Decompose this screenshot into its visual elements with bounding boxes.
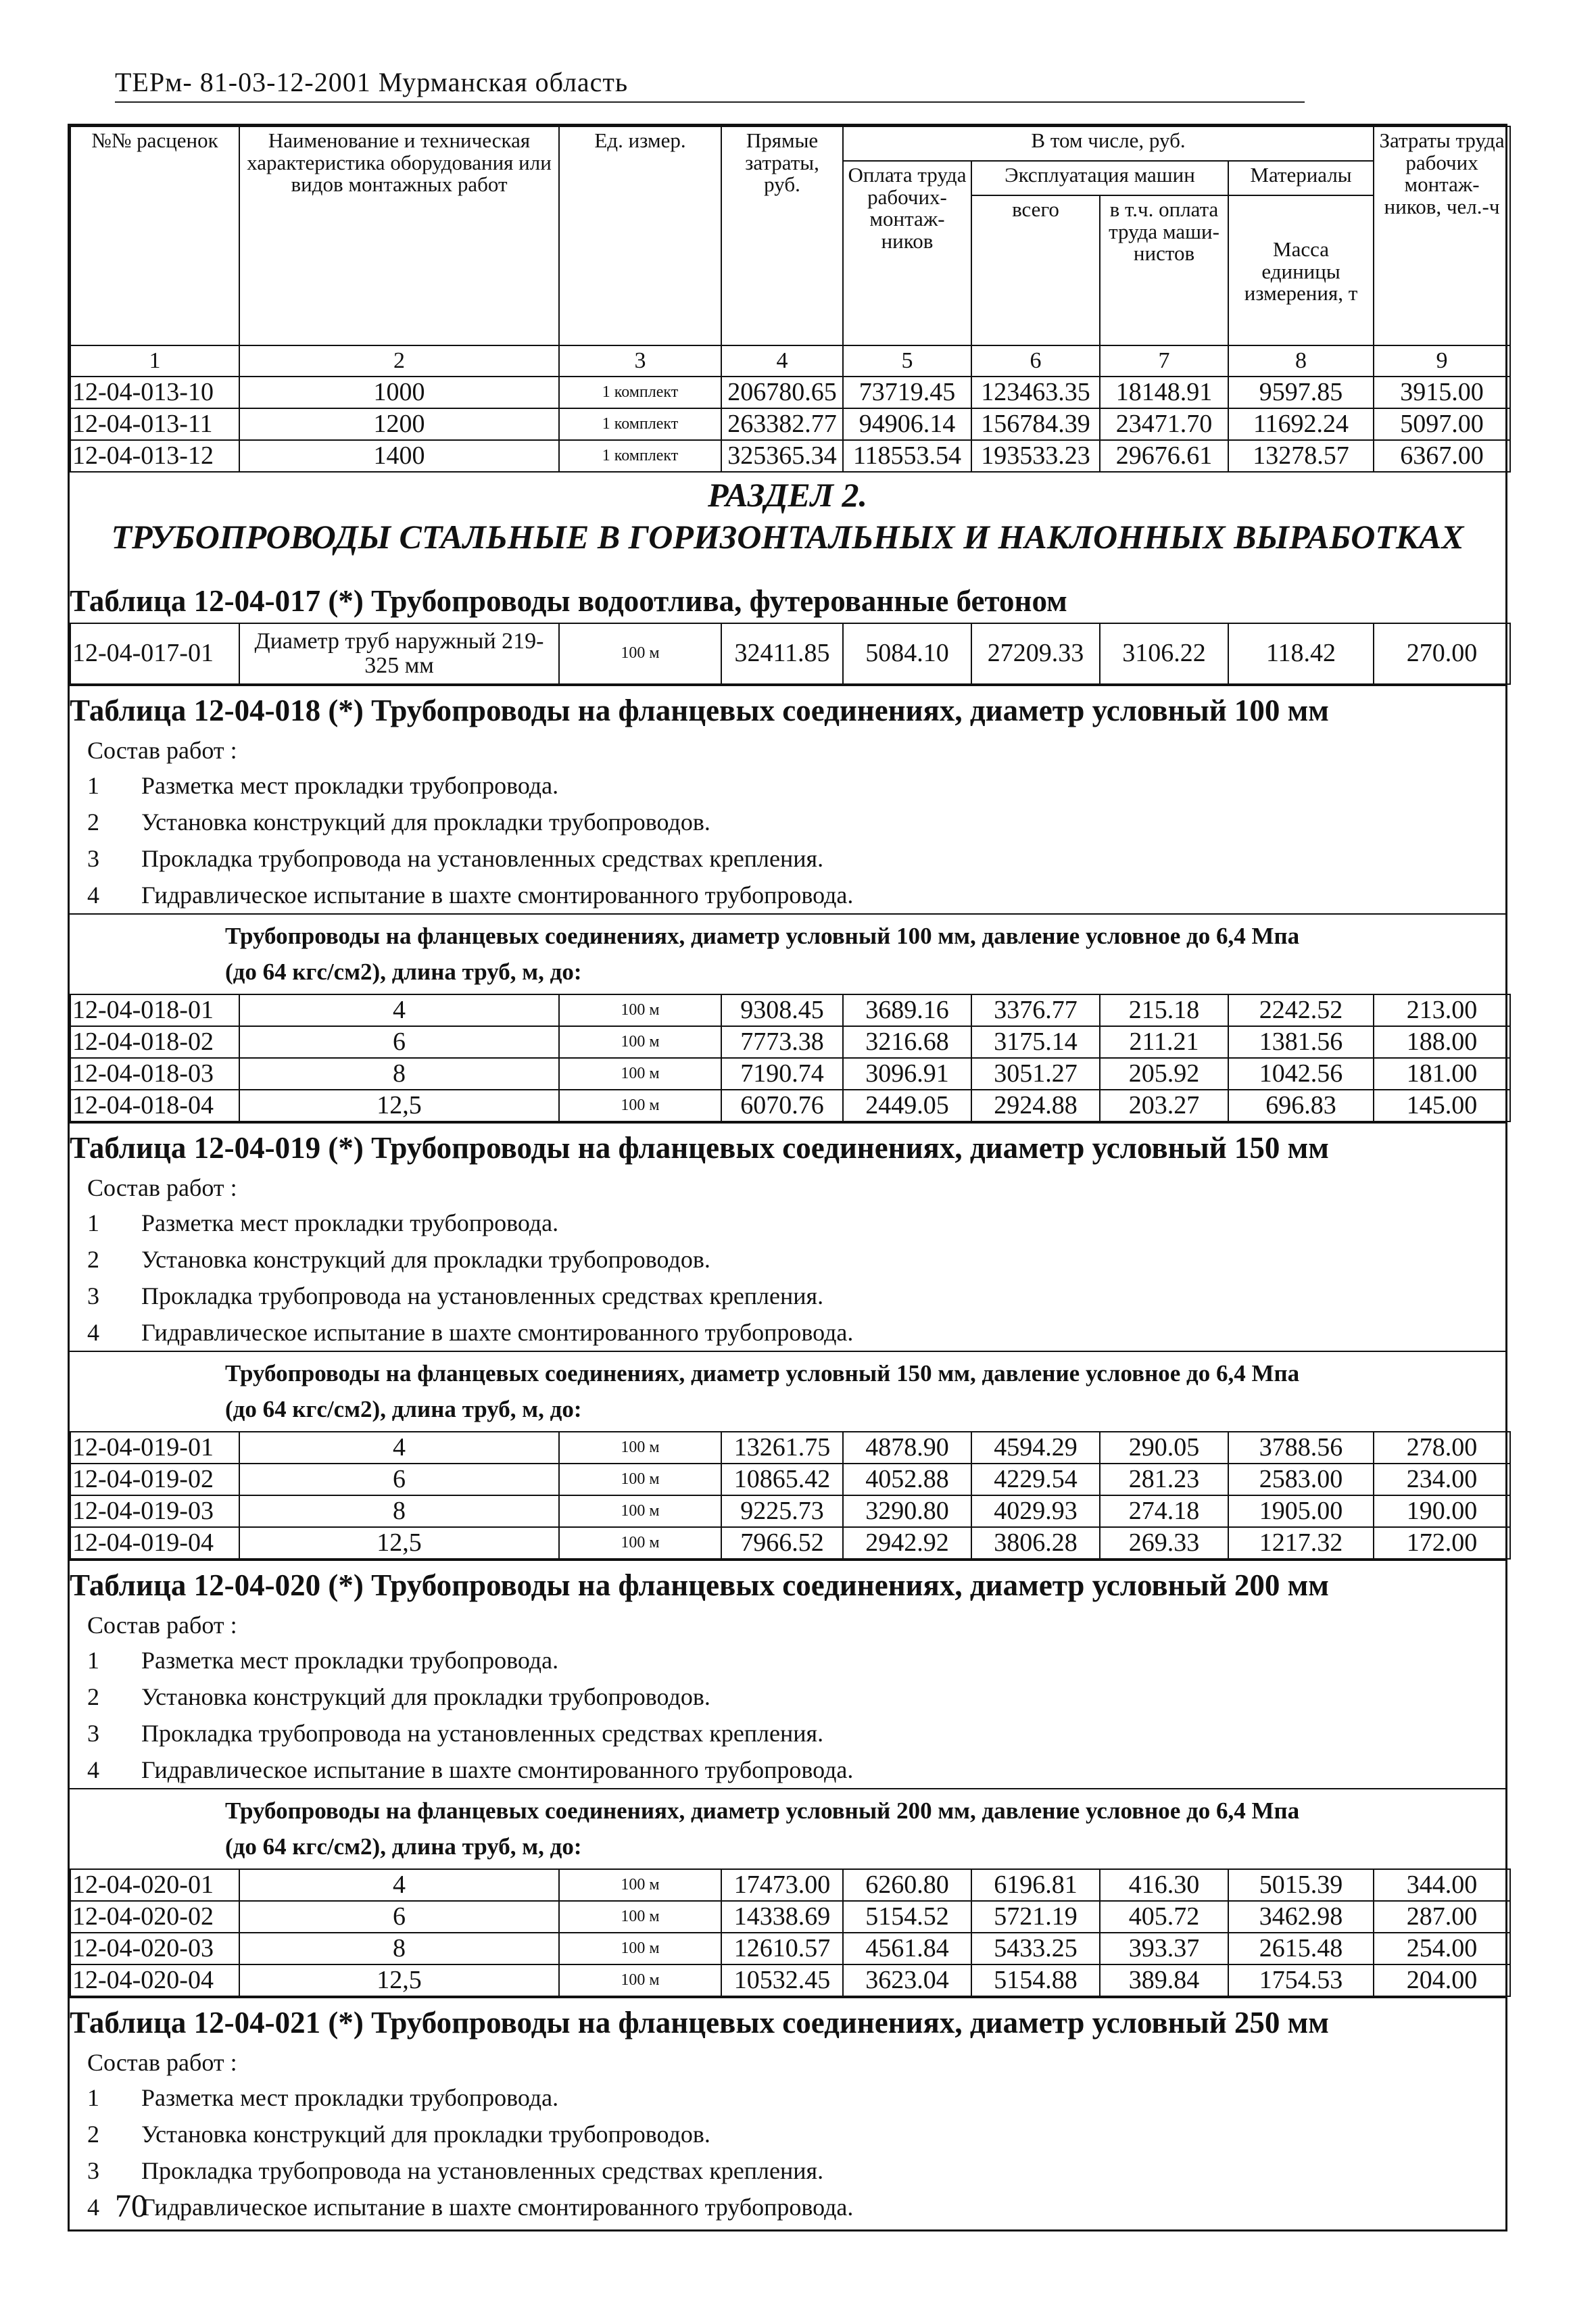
cell-rate-code: 12-04-019-01 [70,1432,239,1464]
works-item-text: Прокладка трубопровода на установленных средствах крепления. [141,1720,824,1747]
works-item-number: 4 [87,1756,99,1783]
table-row [70,1026,1510,1058]
cell-rate-code: 12-04-019-04 [70,1527,239,1559]
cell-item-name: 6 [239,1901,559,1933]
cell-wages: 2449.05 [843,1090,971,1121]
works-item [87,2079,1505,2116]
cell-operators-wages: 205.92 [1100,1058,1228,1090]
table-019-subtitle [70,1351,1505,1431]
works-item [87,877,1505,913]
table-row [70,1495,1510,1527]
cell-labor: 270.00 [1374,623,1510,684]
cell-mass: 1042.56 [1228,1058,1374,1090]
cell-item-name: 8 [239,1058,559,1090]
table-020-subtitle-line1: Трубопроводы на фланцевых соединениях, диаметр условный 200 мм, давление условное до 6,4 Мпа [225,1798,1300,1824]
cell-wages: 5154.52 [843,1901,971,1933]
works-item-text: Установка конструкций для прокладки трубопроводов. [141,2121,710,2148]
cell-mass: 5015.39 [1228,1869,1374,1901]
cell-wages: 4052.88 [843,1464,971,1495]
table-row [70,1464,1510,1495]
table-row [70,408,1510,440]
works-item-number: 1 [87,1209,99,1236]
works-item [87,1278,1505,1314]
cell-item-name: 12,5 [239,1527,559,1559]
table-017 [70,623,1511,685]
cell-direct-costs: 206780.65 [721,377,843,408]
works-label: Состав работ : [87,1174,237,1201]
works-item-number: 3 [87,845,99,872]
works-item [87,1241,1505,1278]
table-019-subtitle-line2: (до 64 кгс/см2), длина труб, м, до: [225,1395,582,1422]
cell-item-name: 8 [239,1495,559,1527]
table-row [70,440,1510,472]
cell-direct-costs: 325365.34 [721,440,843,472]
cell-mass: 13278.57 [1228,440,1374,472]
works-list [70,2044,1505,2225]
works-item-text: Гидравлическое испытание в шахте смонтированного трубопровода. [141,1756,854,1783]
cell-wages: 6260.80 [843,1869,971,1901]
cell-rate-code: 12-04-013-11 [70,408,239,440]
table-018-subtitle-line2: (до 64 кгс/см2), длина труб, м, до: [225,958,582,985]
col-header-labor: Затраты труда рабочих монтаж-ников, чел.-ч [1374,126,1510,345]
cell-machines-total: 6196.81 [971,1869,1100,1901]
col-header-code: №№ расценок [70,126,239,345]
cell-rate-code: 12-04-020-02 [70,1901,239,1933]
section-subtitle: ТРУБОПРОВОДЫ СТАЛЬНЫЕ В ГОРИЗОНТАЛЬНЫХ И НАКЛОННЫХ ВЫРАБОТКАХ [111,518,1464,556]
col-header-machines-total: всего [971,195,1100,345]
cell-operators-wages: 274.18 [1100,1495,1228,1527]
cell-operators-wages: 18148.91 [1100,377,1228,408]
table-019-title: Таблица 12-04-019 (*) Трубопроводы на фланцевых соединениях, диаметр условный 150 мм [70,1122,1505,1169]
cell-machines-total: 4229.54 [971,1464,1100,1495]
cell-rate-code: 12-04-018-03 [70,1058,239,1090]
cell-unit: 100 м [559,1464,721,1495]
works-item-number: 1 [87,2084,99,2111]
cell-operators-wages: 23471.70 [1100,408,1228,440]
cell-mass: 1381.56 [1228,1026,1374,1058]
works-item-number: 3 [87,1720,99,1747]
cell-operators-wages: 215.18 [1100,994,1228,1026]
cell-unit: 100 м [559,1090,721,1121]
column-header-table [70,126,1511,473]
cell-machines-total: 3806.28 [971,1527,1100,1559]
cell-item-name: 12,5 [239,1090,559,1121]
cell-rate-code: 12-04-017-01 [70,623,239,684]
cell-operators-wages: 393.37 [1100,1933,1228,1964]
cell-machines-total: 3376.77 [971,994,1100,1026]
cell-direct-costs: 7966.52 [721,1527,843,1559]
works-item [87,804,1505,840]
cell-labor: 234.00 [1374,1464,1510,1495]
works-list [70,1607,1505,1788]
works-item [87,2152,1505,2189]
cell-wages: 5084.10 [843,623,971,684]
works-item-number: 4 [87,1319,99,1346]
cell-unit: 100 м [559,1527,721,1559]
cell-direct-costs: 9308.45 [721,994,843,1026]
cell-labor: 344.00 [1374,1869,1510,1901]
works-item [87,1205,1505,1241]
cell-machines-total: 193533.23 [971,440,1100,472]
table-020 [70,1868,1511,1997]
cell-machines-total: 2924.88 [971,1090,1100,1121]
works-item-text: Разметка мест прокладки трубопровода. [141,2084,559,2111]
cell-item-name: 4 [239,994,559,1026]
page-number: 70 [115,2188,147,2224]
table-019-subtitle-line1: Трубопроводы на фланцевых соединениях, диаметр условный 150 мм, давление условное до 6,4 Мпа [225,1360,1300,1386]
cell-direct-costs: 32411.85 [721,623,843,684]
table-019 [70,1431,1511,1560]
cell-unit: 100 м [559,994,721,1026]
cell-direct-costs: 7773.38 [721,1026,843,1058]
works-label: Состав работ : [87,2049,237,2076]
cell-labor: 6367.00 [1374,440,1510,472]
cell-wages: 73719.45 [843,377,971,408]
column-number: 2 [239,345,559,377]
cell-mass: 2615.48 [1228,1933,1374,1964]
works-item [87,1715,1505,1752]
cell-item-name: 12,5 [239,1964,559,1996]
cell-mass: 1217.32 [1228,1527,1374,1559]
cell-mass: 696.83 [1228,1090,1374,1121]
table-018-title: Таблица 12-04-018 (*) Трубопроводы на фланцевых соединениях, диаметр условный 100 мм [70,685,1505,732]
works-item-text: Установка конструкций для прокладки трубопроводов. [141,1683,710,1710]
cell-wages: 4561.84 [843,1933,971,1964]
table-row [70,1964,1510,1996]
cell-rate-code: 12-04-018-02 [70,1026,239,1058]
column-number: 9 [1374,345,1510,377]
cell-item-name: 4 [239,1869,559,1901]
table-020-title: Таблица 12-04-020 (*) Трубопроводы на фланцевых соединениях, диаметр условный 200 мм [70,1560,1505,1607]
cell-unit: 100 м [559,1901,721,1933]
works-item-number: 3 [87,2157,99,2184]
works-item [87,2116,1505,2152]
cell-unit: 100 м [559,1432,721,1464]
cell-operators-wages: 269.33 [1100,1527,1228,1559]
cell-item-name: 8 [239,1933,559,1964]
col-header-unit: Ед. измер. [559,126,721,345]
cell-direct-costs: 13261.75 [721,1432,843,1464]
works-item [87,767,1505,804]
cell-wages: 94906.14 [843,408,971,440]
table-row [70,1058,1510,1090]
header-rule [115,101,1305,103]
cell-wages: 3689.16 [843,994,971,1026]
column-number: 6 [971,345,1100,377]
cell-operators-wages: 29676.61 [1100,440,1228,472]
cell-operators-wages: 389.84 [1100,1964,1228,1996]
table-row [70,1527,1510,1559]
works-item-number: 4 [87,2194,99,2221]
cell-unit: 100 м [559,1933,721,1964]
column-number: 5 [843,345,971,377]
cell-machines-total: 3051.27 [971,1058,1100,1090]
column-number: 4 [721,345,843,377]
table-020-subtitle [70,1788,1505,1868]
cell-direct-costs: 10865.42 [721,1464,843,1495]
cell-machines-total: 156784.39 [971,408,1100,440]
cell-unit: 100 м [559,1964,721,1996]
cell-direct-costs: 12610.57 [721,1933,843,1964]
cell-machines-total: 4594.29 [971,1432,1100,1464]
cell-mass: 2242.52 [1228,994,1374,1026]
cell-wages: 3096.91 [843,1058,971,1090]
works-item-text: Гидравлическое испытание в шахте смонтированного трубопровода. [141,1319,854,1346]
works-list [70,1169,1505,1351]
cell-labor: 181.00 [1374,1058,1510,1090]
cell-machines-total: 3175.14 [971,1026,1100,1058]
cell-labor: 3915.00 [1374,377,1510,408]
cell-item-name: 1200 [239,408,559,440]
cell-labor: 5097.00 [1374,408,1510,440]
cell-labor: 287.00 [1374,1901,1510,1933]
column-number: 3 [559,345,721,377]
cell-rate-code: 12-04-019-03 [70,1495,239,1527]
cell-item-name: 1400 [239,440,559,472]
cell-unit: 100 м [559,1495,721,1527]
works-item [87,1752,1505,1788]
cell-labor: 254.00 [1374,1933,1510,1964]
cell-wages: 4878.90 [843,1432,971,1464]
works-item-number: 2 [87,1246,99,1273]
works-label: Состав работ : [87,737,237,764]
cell-item-name: 1000 [239,377,559,408]
cell-labor: 188.00 [1374,1026,1510,1058]
cell-machines-total: 5721.19 [971,1901,1100,1933]
table-017-title: Таблица 12-04-017 (*) Трубопроводы водоотлива, футерованные бетоном [70,584,1067,618]
col-header-direct-costs: Прямые затраты, руб. [721,126,843,345]
cell-rate-code: 12-04-018-01 [70,994,239,1026]
cell-direct-costs: 7190.74 [721,1058,843,1090]
cell-direct-costs: 10532.45 [721,1964,843,1996]
table-018-subtitle [70,913,1505,994]
cell-rate-code: 12-04-018-04 [70,1090,239,1121]
works-item-number: 3 [87,1282,99,1309]
works-item-text: Разметка мест прокладки трубопровода. [141,1647,559,1674]
works-item [87,1642,1505,1679]
column-number: 8 [1228,345,1374,377]
col-header-materials: Материалы [1228,161,1374,195]
cell-rate-code: 12-04-013-12 [70,440,239,472]
cell-unit: 100 м [559,1869,721,1901]
col-header-machines: Эксплуатация машин [971,161,1228,195]
cell-rate-code: 12-04-020-01 [70,1869,239,1901]
cell-mass: 3462.98 [1228,1901,1374,1933]
cell-machines-total: 5433.25 [971,1933,1100,1964]
col-header-mass: Масса единицы измерения, т [1228,195,1374,345]
cell-labor: 172.00 [1374,1527,1510,1559]
works-label: Состав работ : [87,1612,237,1639]
works-item-text: Гидравлическое испытание в шахте смонтированного трубопровода. [141,2194,854,2221]
cell-direct-costs: 263382.77 [721,408,843,440]
cell-rate-code: 12-04-020-03 [70,1933,239,1964]
works-item [87,1679,1505,1715]
cell-mass: 2583.00 [1228,1464,1374,1495]
rates-sheet [68,124,1507,2231]
cell-item-name: 6 [239,1026,559,1058]
col-header-operators-wages: в т.ч. оплата труда маши-нистов [1100,195,1228,345]
cell-rate-code: 12-04-013-10 [70,377,239,408]
cell-unit: 100 м [559,1026,721,1058]
works-item-number: 2 [87,809,99,836]
works-item [87,1314,1505,1351]
page-header: ТЕРм- 81-03-12-2001 Мурманская область [115,67,629,97]
column-number: 7 [1100,345,1228,377]
cell-machines-total: 123463.35 [971,377,1100,408]
cell-labor: 213.00 [1374,994,1510,1026]
table-row [70,1933,1510,1964]
cell-operators-wages: 281.23 [1100,1464,1228,1495]
table-row [70,623,1510,684]
top-rows [70,377,1510,472]
cell-labor: 145.00 [1374,1090,1510,1121]
cell-wages: 118553.54 [843,440,971,472]
col-header-name: Наименование и техническая характеристика оборудования или видов монтажных работ [239,126,559,345]
works-item-text: Гидравлическое испытание в шахте смонтированного трубопровода. [141,882,854,909]
cell-operators-wages: 3106.22 [1100,623,1228,684]
cell-wages: 2942.92 [843,1527,971,1559]
cell-labor: 190.00 [1374,1495,1510,1527]
cell-operators-wages: 211.21 [1100,1026,1228,1058]
table-row [70,377,1510,408]
cell-machines-total: 4029.93 [971,1495,1100,1527]
table-row [70,1869,1510,1901]
cell-operators-wages: 203.27 [1100,1090,1228,1121]
works-item-text: Разметка мест прокладки трубопровода. [141,772,559,799]
works-item-number: 2 [87,2121,99,2148]
cell-operators-wages: 290.05 [1100,1432,1228,1464]
works-item [87,2189,1505,2225]
column-number-row [70,345,1510,377]
cell-unit: 100 м [559,1058,721,1090]
table-018 [70,994,1511,1122]
cell-operators-wages: 416.30 [1100,1869,1228,1901]
cell-unit: 1 комплект [559,377,721,408]
cell-item-name: Диаметр труб наружный 219-325 мм [239,623,559,684]
works-item-number: 1 [87,1647,99,1674]
works-item-number: 4 [87,882,99,909]
works-item-text: Установка конструкций для прокладки трубопроводов. [141,1246,710,1273]
works-item-text: Установка конструкций для прокладки трубопроводов. [141,809,710,836]
col-header-group: В том числе, руб. [843,126,1374,161]
cell-machines-total: 5154.88 [971,1964,1100,1996]
cell-unit: 100 м [559,623,721,684]
section-heading [70,475,1505,556]
cell-mass: 1905.00 [1228,1495,1374,1527]
cell-wages: 3623.04 [843,1964,971,1996]
cell-direct-costs: 9225.73 [721,1495,843,1527]
cell-direct-costs: 14338.69 [721,1901,843,1933]
cell-mass: 11692.24 [1228,408,1374,440]
cell-rate-code: 12-04-020-04 [70,1964,239,1996]
cell-direct-costs: 17473.00 [721,1869,843,1901]
table-018-subtitle-line1: Трубопроводы на фланцевых соединениях, диаметр условный 100 мм, давление условное до 6,4 Мпа [225,923,1300,949]
cell-mass: 9597.85 [1228,377,1374,408]
cell-labor: 204.00 [1374,1964,1510,1996]
table-row [70,1901,1510,1933]
cell-operators-wages: 405.72 [1100,1901,1228,1933]
cell-item-name: 6 [239,1464,559,1495]
cell-direct-costs: 6070.76 [721,1090,843,1121]
col-header-wages: Оплата труда рабочих-монтаж-ников [843,161,971,345]
table-021-title: Таблица 12-04-021 (*) Трубопроводы на фланцевых соединениях, диаметр условный 250 мм [70,1997,1505,2044]
works-item [87,840,1505,877]
cell-machines-total: 27209.33 [971,623,1100,684]
table-row [70,1432,1510,1464]
works-item-text: Прокладка трубопровода на установленных средствах крепления. [141,1282,824,1309]
works-item-text: Разметка мест прокладки трубопровода. [141,1209,559,1236]
table-row [70,1090,1510,1121]
cell-wages: 3290.80 [843,1495,971,1527]
cell-rate-code: 12-04-019-02 [70,1464,239,1495]
works-item-text: Прокладка трубопровода на установленных средствах крепления. [141,2157,824,2184]
cell-mass: 3788.56 [1228,1432,1374,1464]
cell-wages: 3216.68 [843,1026,971,1058]
cell-mass: 118.42 [1228,623,1374,684]
table-020-subtitle-line2: (до 64 кгс/см2), длина труб, м, до: [225,1833,582,1860]
cell-unit: 1 комплект [559,408,721,440]
cell-item-name: 4 [239,1432,559,1464]
cell-labor: 278.00 [1374,1432,1510,1464]
column-number: 1 [70,345,239,377]
cell-unit: 1 комплект [559,440,721,472]
works-list [70,732,1505,913]
table-row [70,994,1510,1026]
works-item-number: 2 [87,1683,99,1710]
works-item-text: Прокладка трубопровода на установленных средствах крепления. [141,845,824,872]
section-title: РАЗДЕЛ 2. [707,476,868,514]
works-item-number: 1 [87,772,99,799]
cell-mass: 1754.53 [1228,1964,1374,1996]
